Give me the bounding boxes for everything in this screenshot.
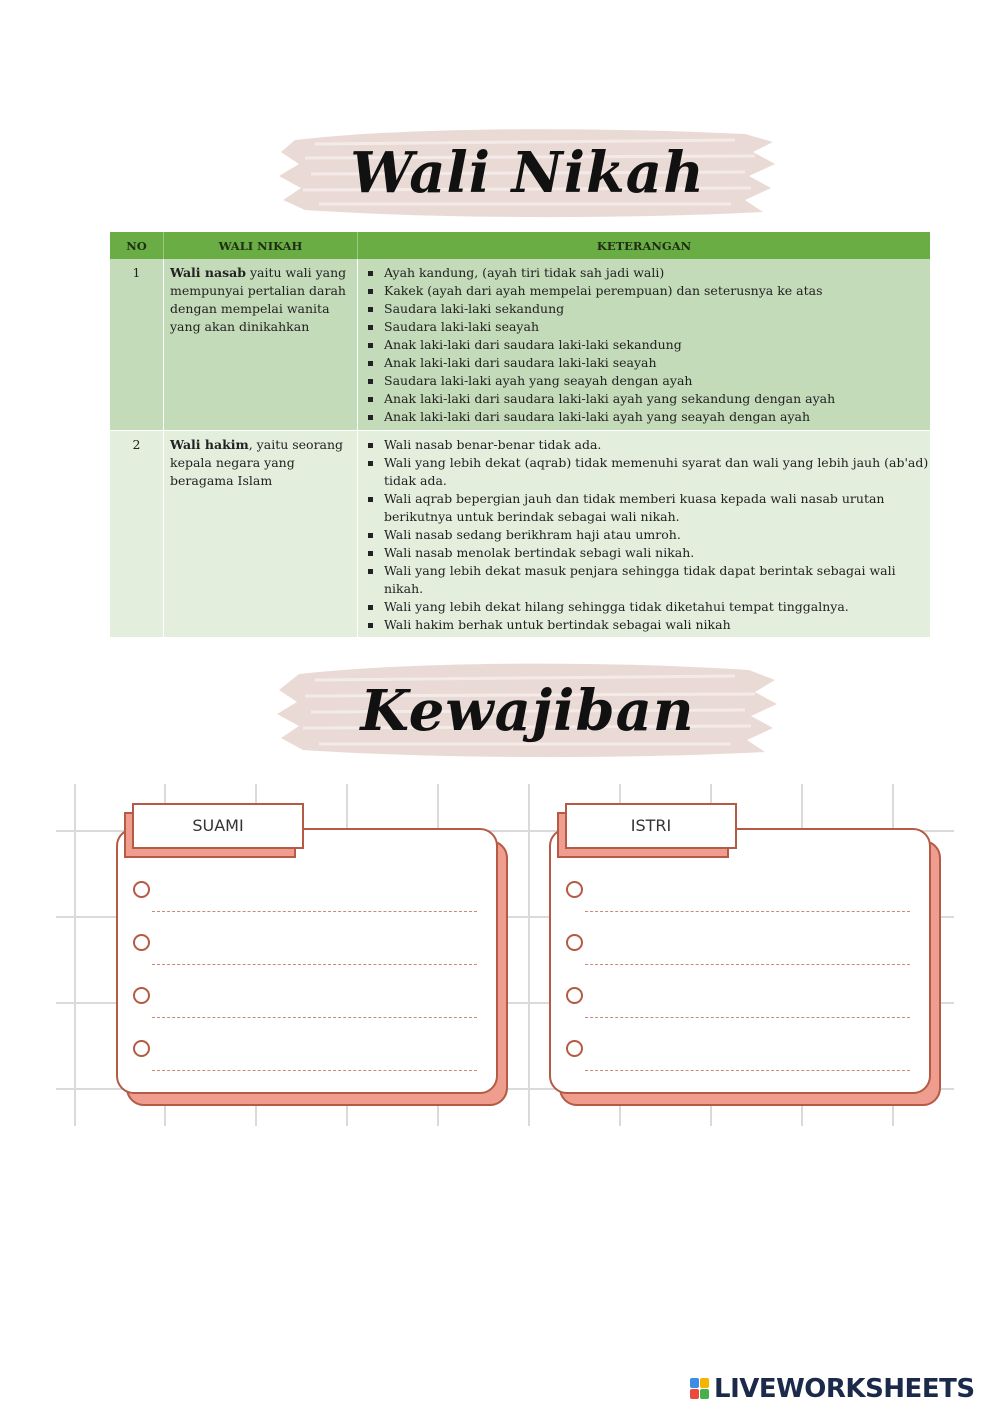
dashed-answer-line	[585, 1017, 910, 1018]
suami-card	[116, 816, 498, 1094]
list-item: Kakek (ayah dari ayah mempelai perempuan) dan seterusnya ke atas	[366, 282, 929, 300]
column-header-keterangan: KETERANGAN	[358, 232, 931, 259]
circle-bullet-icon	[566, 881, 583, 898]
wali-description	[164, 259, 358, 431]
answer-slot[interactable]	[133, 934, 473, 964]
page-title: Wali Nikah	[350, 140, 705, 206]
keterangan-list	[366, 264, 929, 426]
circle-bullet-icon	[133, 987, 150, 1004]
row-number: 1	[110, 259, 164, 431]
wali-nikah-table	[110, 232, 930, 637]
circle-bullet-icon	[133, 881, 150, 898]
circle-bullet-icon	[133, 1040, 150, 1057]
list-item: Wali yang lebih dekat hilang sehingga tidak diketahui tempat tinggalnya.	[366, 598, 929, 616]
list-item: Saudara laki-laki sekandung	[366, 300, 929, 318]
column-header-wali-nikah: WALI NIKAH	[164, 232, 358, 259]
card-label-istri: ISTRI	[565, 803, 737, 849]
keterangan-cell	[358, 259, 931, 431]
keterangan-list	[366, 436, 929, 634]
table-row	[110, 259, 930, 431]
list-item: Anak laki-laki dari saudara laki-laki sekandung	[366, 336, 929, 354]
answer-slot[interactable]	[566, 881, 906, 911]
title-banner-wali-nikah	[275, 122, 780, 222]
list-item: Wali yang lebih dekat (aqrab) tidak memenuhi syarat dan wali yang lebih jauh (ab'ad) tidak ada.	[366, 454, 929, 490]
dashed-answer-line	[585, 1070, 910, 1071]
list-item: Wali hakim berhak untuk bertindak sebagai wali nikah	[366, 616, 929, 634]
answer-slot[interactable]	[566, 1040, 906, 1070]
liveworksheets-logo	[690, 1374, 975, 1404]
list-item: Wali nasab sedang berikhram haji atau umroh.	[366, 526, 929, 544]
list-item: Anak laki-laki dari saudara laki-laki seayah	[366, 354, 929, 372]
dashed-answer-line	[152, 1070, 477, 1071]
row-number: 2	[110, 431, 164, 638]
answer-slot[interactable]	[133, 987, 473, 1017]
wali-name: Wali nasab	[170, 265, 246, 280]
liveworksheets-logo-icon	[690, 1378, 710, 1400]
list-item: Wali yang lebih dekat masuk penjara sehingga tidak dapat berintak sebagai wali nikah.	[366, 562, 929, 598]
column-header-no: NO	[110, 232, 164, 259]
answer-slot[interactable]	[133, 1040, 473, 1070]
keterangan-cell	[358, 431, 931, 638]
circle-bullet-icon	[566, 934, 583, 951]
answer-slot[interactable]	[566, 934, 906, 964]
list-item: Saudara laki-laki ayah yang seayah dengan ayah	[366, 372, 929, 390]
table-row	[110, 431, 930, 638]
wali-definition: , yaitu seorang kepala negara yang beragama Islam	[170, 437, 344, 488]
answer-slot[interactable]	[133, 881, 473, 911]
circle-bullet-icon	[566, 1040, 583, 1057]
list-item: Anak laki-laki dari saudara laki-laki ayah yang seayah dengan ayah	[366, 408, 929, 426]
wali-name: Wali hakim	[170, 437, 249, 452]
dashed-answer-line	[152, 1017, 477, 1018]
answer-slot[interactable]	[566, 987, 906, 1017]
dashed-answer-line	[152, 964, 477, 965]
circle-bullet-icon	[133, 934, 150, 951]
list-item: Ayah kandung, (ayah tiri tidak sah jadi wali)	[366, 264, 929, 282]
list-item: Anak laki-laki dari saudara laki-laki ayah yang sekandung dengan ayah	[366, 390, 929, 408]
list-item: Wali nasab menolak bertindak sebagi wali nikah.	[366, 544, 929, 562]
istri-card	[549, 816, 931, 1094]
dashed-answer-line	[585, 964, 910, 965]
card-label-suami: SUAMI	[132, 803, 304, 849]
section-title: Kewajiban	[360, 678, 695, 744]
title-banner-kewajiban	[275, 658, 780, 762]
list-item: Saudara laki-laki seayah	[366, 318, 929, 336]
dashed-answer-line	[585, 911, 910, 912]
wali-definition: yaitu wali yang mempunyai pertalian darah dengan mempelai wanita yang akan dinikahkan	[170, 265, 347, 334]
list-item: Wali nasab benar-benar tidak ada.	[366, 436, 929, 454]
dashed-answer-line	[152, 911, 477, 912]
list-item: Wali aqrab bepergian jauh dan tidak memberi kuasa kepada wali nasab urutan berikutnya untuk berindak sebagai wali nikah.	[366, 490, 929, 526]
logo-text: LIVEWORKSHEETS	[714, 1374, 975, 1404]
wali-description	[164, 431, 358, 638]
circle-bullet-icon	[566, 987, 583, 1004]
